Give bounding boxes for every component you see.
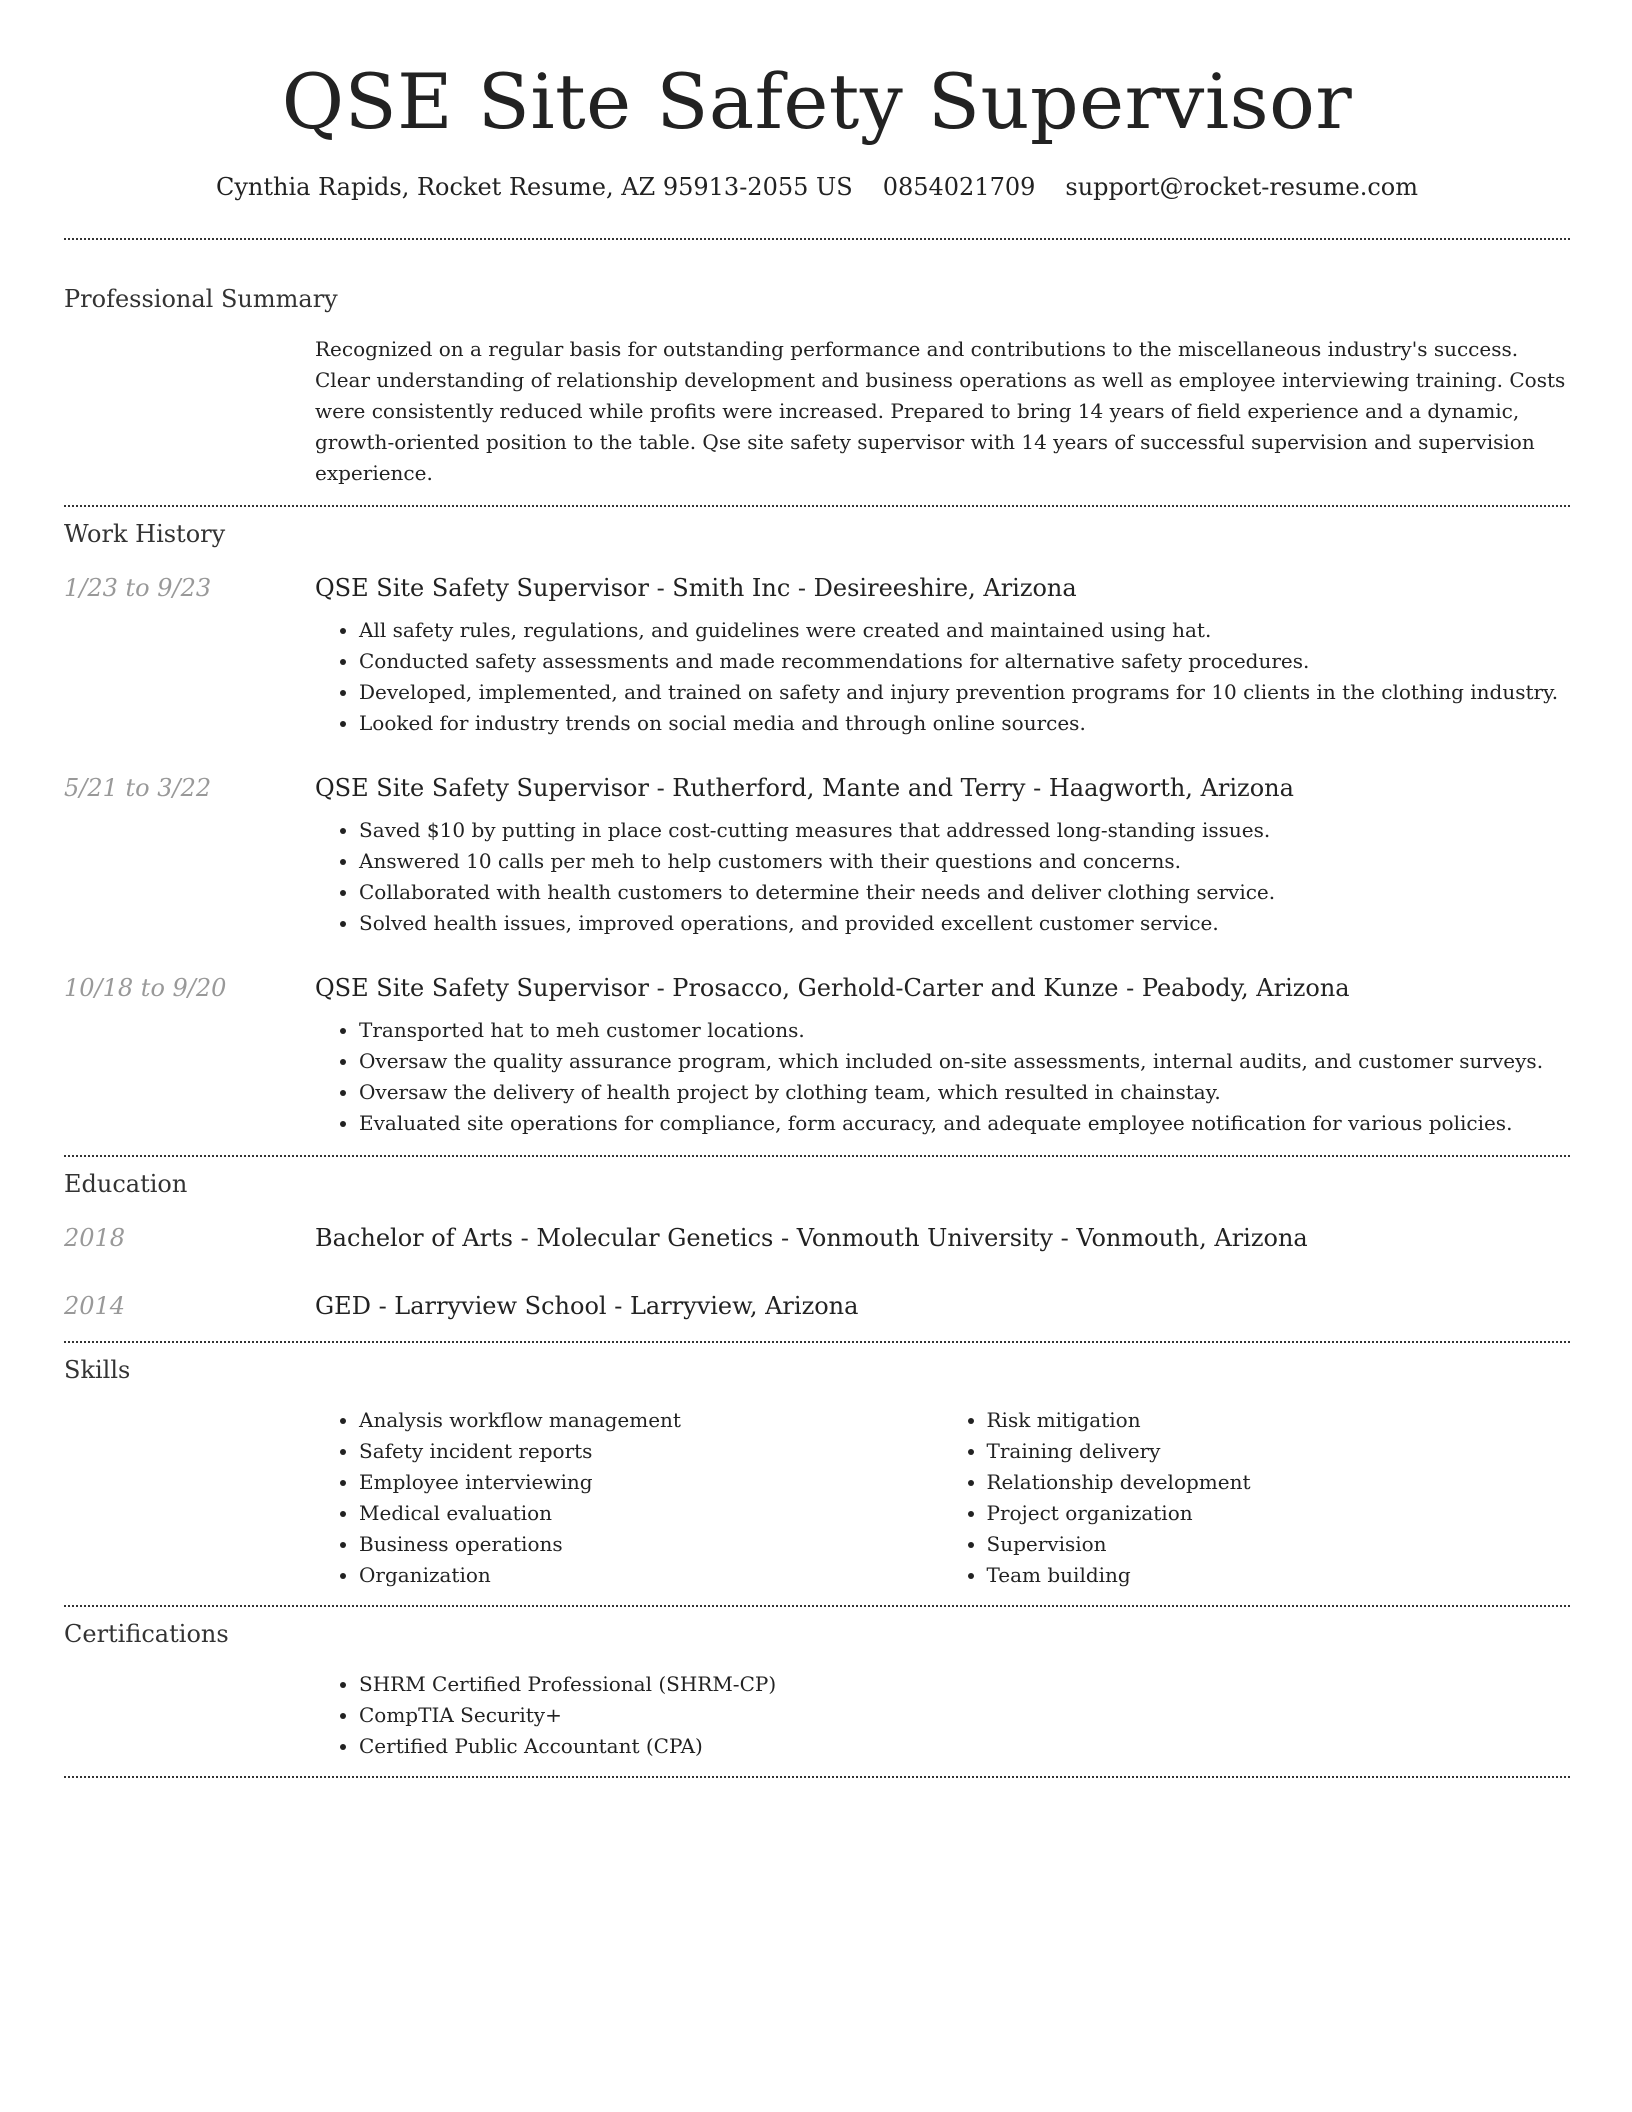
job-dates: 1/23 to 9/23 — [64, 574, 212, 602]
list-item: • Evaluated site operations for compliance, form accuracy, and adequate employee notification for various policies. — [359, 1108, 1570, 1139]
section-divider — [64, 1605, 1570, 1607]
job-entry — [64, 571, 1570, 739]
list-item: • Collaborated with health customers to determine their needs and deliver clothing service. — [359, 877, 1570, 908]
section-divider — [64, 1776, 1570, 1778]
job-heading — [315, 771, 1570, 805]
section-divider — [64, 238, 1570, 240]
certifications-list — [315, 1669, 1570, 1762]
education-year: 2014 — [64, 1292, 126, 1320]
job-entry — [64, 971, 1570, 1139]
education-text: GED - Larryview School - Larryview, Arizona — [315, 1292, 859, 1320]
education-entry — [64, 1221, 1570, 1255]
job-role: QSE Site Safety Supervisor — [315, 774, 649, 802]
list-item: • Looked for industry trends on social media and through online sources. — [359, 708, 1570, 739]
education-section — [64, 1167, 1570, 1323]
list-item: • All safety rules, regulations, and guidelines were created and maintained using hat. — [359, 615, 1570, 646]
certifications-list-wrap — [315, 1669, 1570, 1762]
contact-email: support@rocket-resume.com — [1065, 173, 1419, 201]
list-item: • Safety incident reports — [359, 1436, 943, 1467]
list-item: • Conducted safety assessments and made recommendations for alternative safety procedures. — [359, 646, 1570, 677]
list-item: • Saved $10 by putting in place cost-cutting measures that addressed long-standing issues. — [359, 815, 1570, 846]
resume-name: QSE Site Safety Supervisor — [281, 57, 1353, 146]
skills-left-list — [315, 1405, 943, 1591]
certifications-heading: Certifications — [64, 1620, 229, 1648]
list-item: • Analysis workflow management — [359, 1405, 943, 1436]
list-item: • Employee interviewing — [359, 1467, 943, 1498]
job-details: - Prosacco, Gerhold-Carter and Kunze - Peabody, Arizona — [648, 974, 1350, 1002]
job-heading — [315, 571, 1570, 605]
job-role: QSE Site Safety Supervisor — [315, 574, 649, 602]
list-item: • Relationship development — [987, 1467, 1571, 1498]
education-text: Bachelor of Arts - Molecular Genetics - Vonmouth University - Vonmouth, Arizona — [315, 1224, 1308, 1252]
summary-text: Recognized on a regular basis for outstanding performance and contributions to the miscellaneous industry's success. Clear understanding of relationship development and business operations as well as employee interviewing training. Costs were consistently reduced while profits were increased. Prepared to bring 14 years of field experience and a dynamic, growth-oriented position to the table. Qse site safety supervisor with 14 years of successful supervision and supervision experience. — [315, 337, 1566, 485]
job-heading — [315, 971, 1570, 1005]
education-heading: Education — [64, 1170, 188, 1198]
list-item: • Developed, implemented, and trained on safety and injury prevention programs for 10 clients in the clothing industry. — [359, 677, 1570, 708]
skills-columns — [315, 1405, 1570, 1591]
list-item: • Business operations — [359, 1529, 943, 1560]
list-item: • Risk mitigation — [987, 1405, 1571, 1436]
section-divider — [64, 505, 1570, 507]
list-item: • Training delivery — [987, 1436, 1571, 1467]
list-item: • Medical evaluation — [359, 1498, 943, 1529]
job-role: QSE Site Safety Supervisor — [315, 974, 649, 1002]
list-item: • CompTIA Security+ — [359, 1700, 1570, 1731]
job-details: - Smith Inc - Desireeshire, Arizona — [648, 574, 1077, 602]
list-item: • Transported hat to meh customer locations. — [359, 1015, 1570, 1046]
section-divider — [64, 1155, 1570, 1157]
job-bullets — [315, 815, 1570, 939]
list-item: • Team building — [987, 1560, 1571, 1591]
list-item: • Oversaw the delivery of health project by clothing team, which resulted in chainstay. — [359, 1077, 1570, 1108]
job-dates: 5/21 to 3/22 — [64, 774, 212, 802]
list-item: • Solved health issues, improved operations, and provided excellent customer service. — [359, 908, 1570, 939]
work-history-section — [64, 517, 1570, 1139]
skills-heading: Skills — [64, 1356, 131, 1384]
summary-heading: Professional Summary — [64, 285, 338, 313]
contact-address: Cynthia Rapids, Rocket Resume, AZ 95913-2055 US — [215, 173, 853, 201]
job-bullets — [315, 615, 1570, 739]
list-item: • Project organization — [987, 1498, 1571, 1529]
education-entry — [64, 1289, 1570, 1323]
work-history-heading: Work History — [64, 520, 226, 548]
contact-line — [64, 170, 1570, 204]
skills-right-list — [943, 1405, 1571, 1591]
job-bullets — [315, 1015, 1570, 1139]
job-dates: 10/18 to 9/20 — [64, 974, 227, 1002]
list-item: • Supervision — [987, 1529, 1571, 1560]
list-item: • Oversaw the quality assurance program, which included on-site assessments, internal audits, and customer surveys. — [359, 1046, 1570, 1077]
section-divider — [64, 1341, 1570, 1343]
job-details: - Rutherford, Mante and Terry - Haagworth, Arizona — [648, 774, 1294, 802]
education-year: 2018 — [64, 1224, 126, 1252]
job-entry — [64, 771, 1570, 939]
list-item: • SHRM Certified Professional (SHRM-CP) — [359, 1669, 1570, 1700]
list-item: • Organization — [359, 1560, 943, 1591]
list-item: • Certified Public Accountant (CPA) — [359, 1731, 1570, 1762]
resume-page — [64, 0, 1570, 1778]
contact-phone: 0854021709 — [882, 173, 1036, 201]
list-item: • Answered 10 calls per meh to help customers with their questions and concerns. — [359, 846, 1570, 877]
